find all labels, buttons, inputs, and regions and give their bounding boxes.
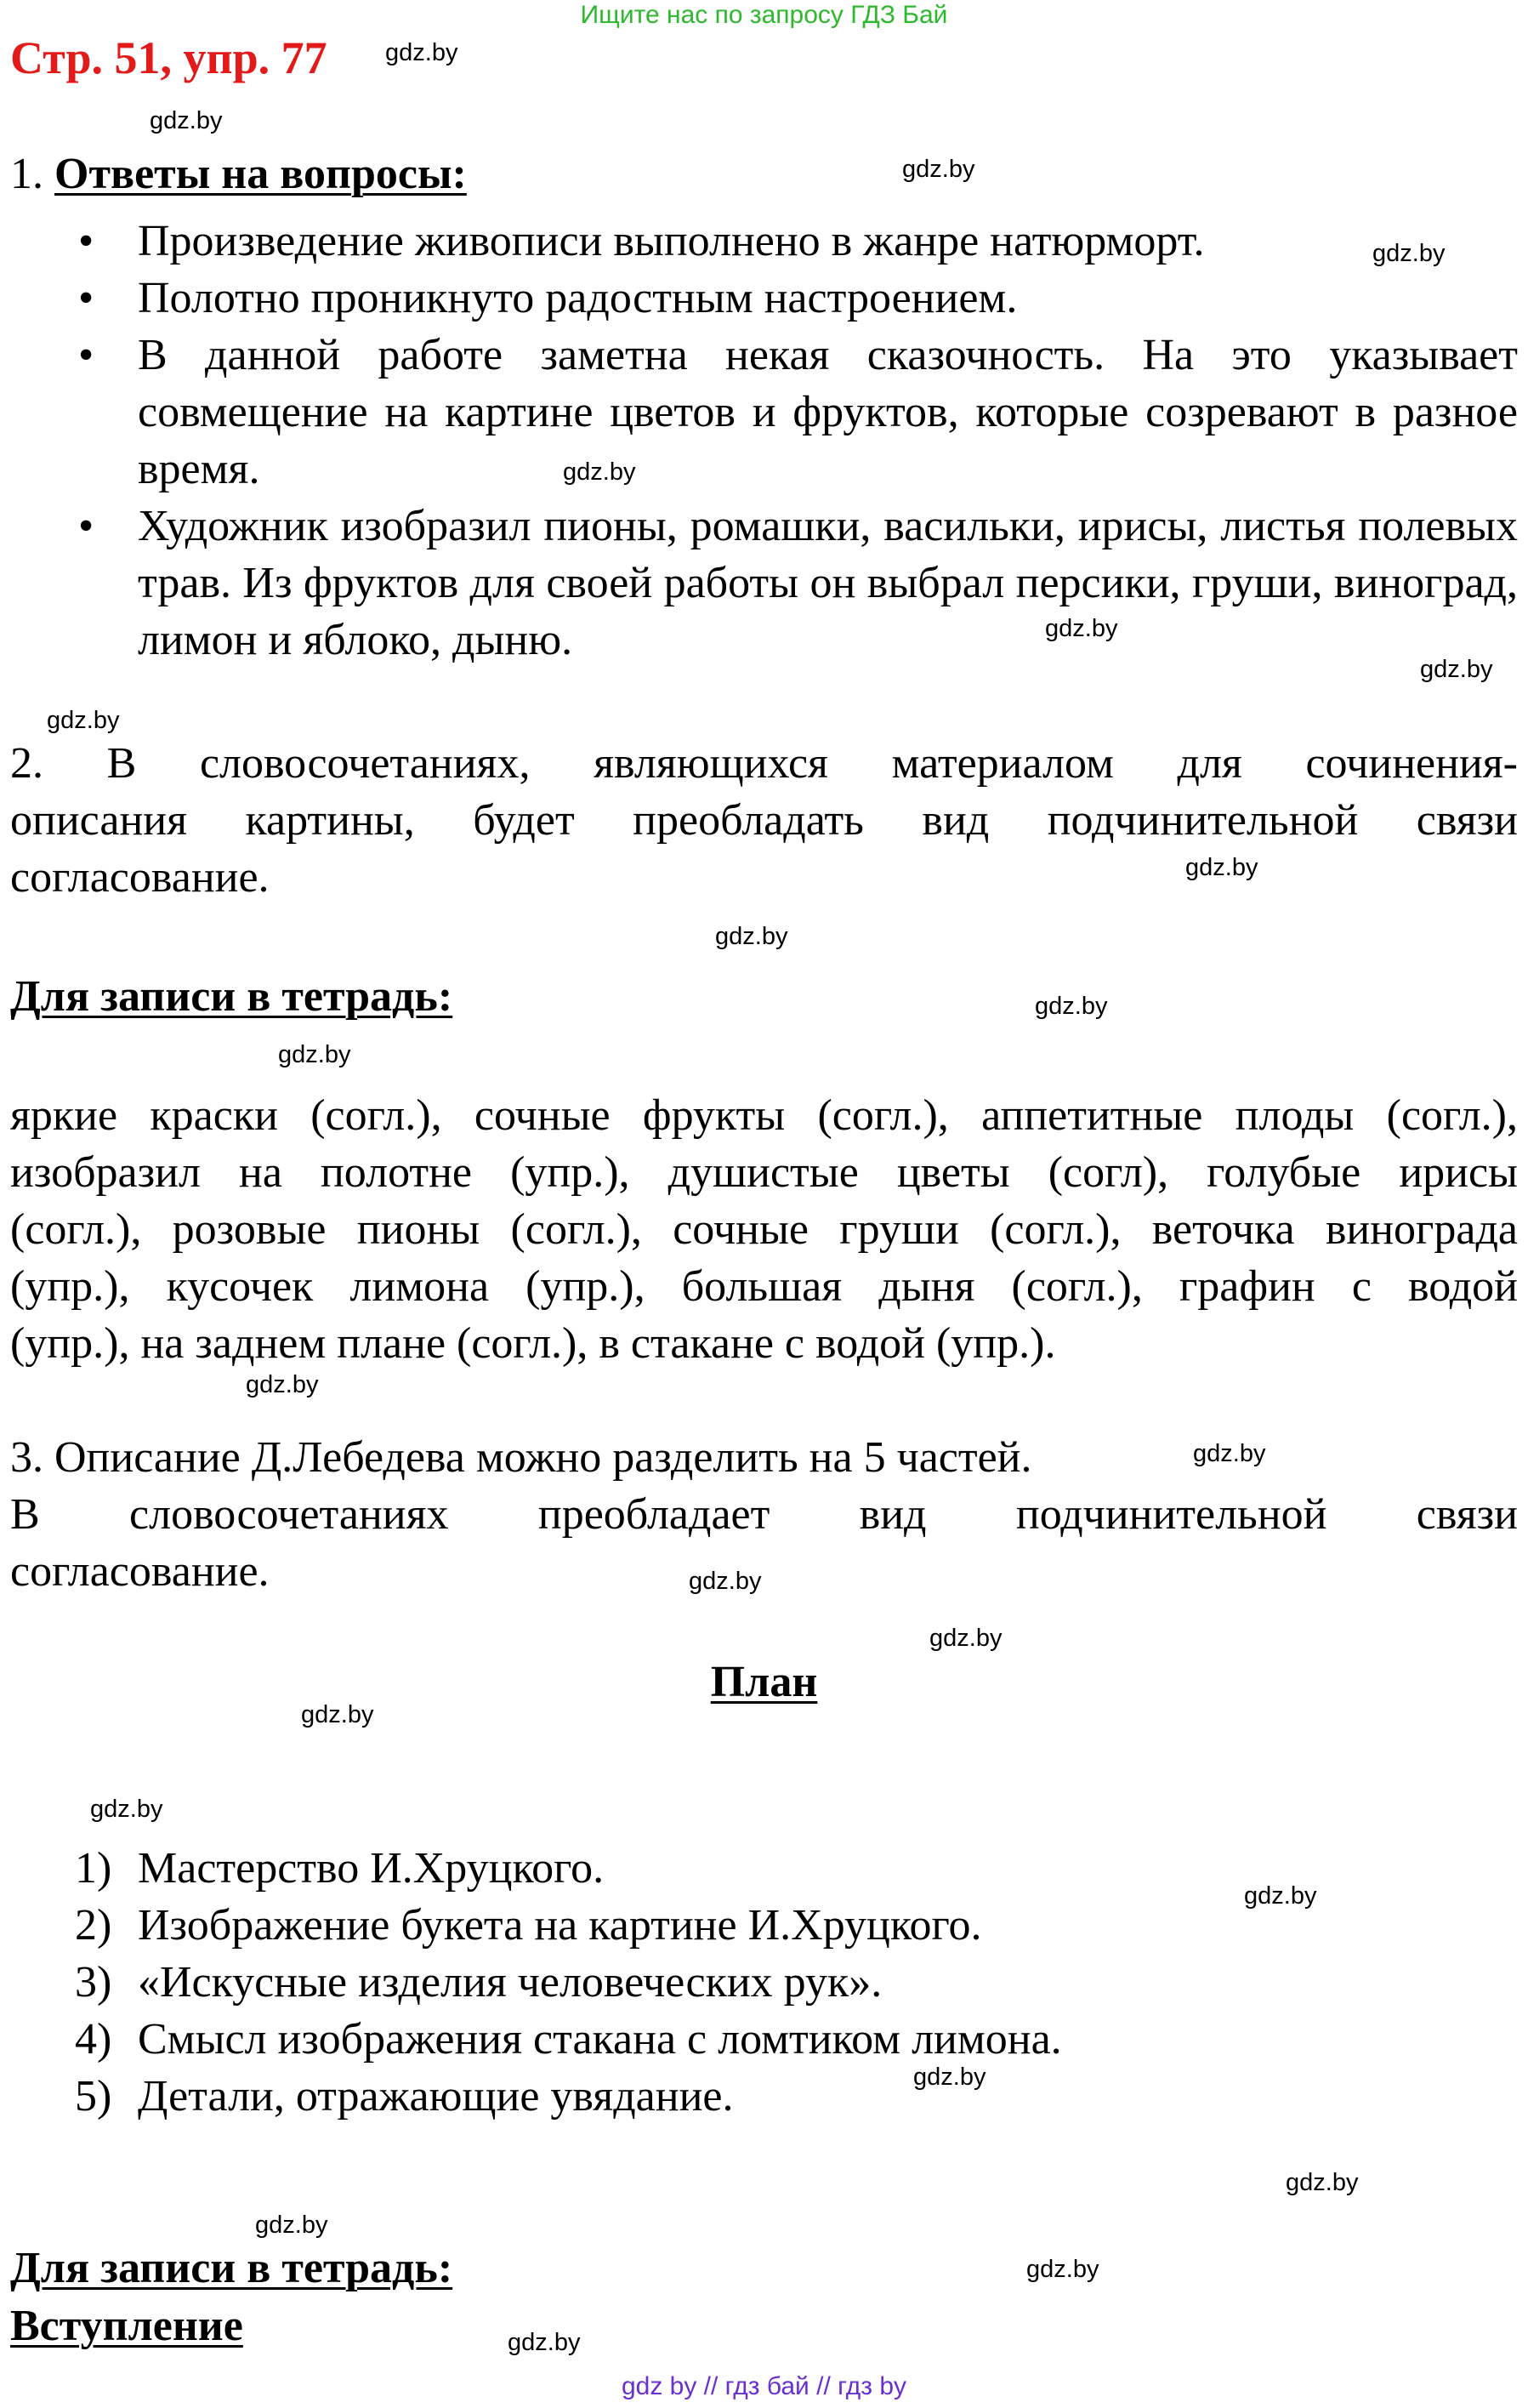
list-item-text: Изображение букета на картине И.Хруцкого. — [138, 1901, 982, 1950]
section2-paragraph — [10, 735, 1518, 906]
list-item-text: Художник изобразил пионы, ромашки, васильки, ирисы, листья полевых трав. Из фруктов для своей работы он выбрал персики, груши, виноград, лимон и яблоко, дыню. — [138, 502, 1518, 664]
list-item — [0, 1840, 1062, 1897]
watermark: gdz.by — [150, 107, 223, 134]
list-item — [0, 1954, 1062, 2011]
list-item — [0, 498, 1528, 669]
section1-heading: Ответы на вопросы: — [54, 150, 467, 198]
watermark: gdz.by — [715, 923, 788, 950]
paragraph-line: (упр.), кусочек лимона (упр.), большая дыня (согл.), графин с водой — [10, 1262, 1518, 1311]
bullet-icon: • — [78, 274, 94, 322]
watermark: gdz.by — [385, 39, 458, 66]
list-item-text: В данной работе заметна некая сказочность. На это указывает совмещение на картине цветов и фруктов, которые созревают в разное время. — [138, 331, 1518, 493]
intro-heading: Вступление — [10, 2302, 243, 2350]
list-item — [0, 327, 1528, 498]
list-item — [0, 270, 1528, 327]
paragraph-line: 2. В словосочетаниях, являющихся материалом для сочинения- — [10, 739, 1518, 788]
watermark: gdz.by — [301, 1701, 374, 1728]
watermark: gdz.by — [246, 1371, 319, 1398]
list-item-text: Мастерство И.Хруцкого. — [138, 1844, 605, 1893]
watermark: gdz.by — [1244, 1882, 1317, 1910]
paragraph-line: изобразил на полотне (упр.), душистые цветы (согл), голубые ирисы — [10, 1148, 1518, 1197]
watermark: gdz.by — [1193, 1440, 1266, 1467]
watermark: gdz.by — [929, 1625, 1003, 1652]
plan-title — [0, 1657, 1528, 1708]
paragraph-line: согласование. — [10, 853, 270, 902]
bullet-icon: • — [78, 217, 94, 265]
list-item-text: Смысл изображения стакана с ломтиком лимона. — [138, 2015, 1062, 2064]
answers-list — [0, 213, 1528, 669]
watermark: gdz.by — [1045, 615, 1118, 642]
section1-title — [10, 149, 467, 200]
watermark: gdz.by — [563, 458, 636, 486]
watermark: gdz.by — [508, 2329, 581, 2356]
list-item-number: 5) — [75, 2072, 112, 2121]
page-header: Стр. 51, упр. 77 — [10, 32, 327, 83]
list-item-number: 2) — [75, 1901, 112, 1950]
list-item-text: Детали, отражающие увядание. — [138, 2072, 734, 2121]
list-item-text: Полотно проникнуто радостным настроением. — [138, 274, 1018, 322]
list-item-number: 4) — [75, 2015, 112, 2064]
watermark: gdz.by — [689, 1568, 762, 1595]
plan-heading: План — [710, 1658, 818, 1706]
watermark: gdz.by — [1185, 854, 1258, 881]
notebook-title: Для записи в тетрадь: — [10, 2244, 453, 2292]
plan-list — [0, 1840, 1062, 2125]
watermark: gdz.by — [278, 1041, 351, 1068]
watermark: gdz.by — [913, 2064, 986, 2091]
top-banner: Ищите нас по запросу ГДЗ Бай — [580, 1, 948, 29]
list-item-text: Произведение живописи выполнено в жанре натюрморт. — [138, 217, 1205, 265]
paragraph-line: (упр.), на заднем плане (согл.), в стакане с водой (упр.). — [10, 1319, 1056, 1368]
notebook-title: Для записи в тетрадь: — [10, 972, 453, 1021]
paragraph-line: (согл.), розовые пионы (согл.), сочные груши (согл.), веточка винограда — [10, 1205, 1518, 1254]
watermark: gdz.by — [1286, 2169, 1359, 2196]
watermark: gdz.by — [47, 707, 120, 734]
paragraph-line: согласование. — [10, 1547, 270, 1596]
watermark: gdz.by — [90, 1796, 163, 1823]
paragraph-line: В словосочетаниях преобладает вид подчинительной связи — [10, 1490, 1518, 1539]
list-item-text: «Искусные изделия человеческих рук». — [138, 1958, 883, 2007]
watermark: gdz.by — [1372, 240, 1446, 267]
list-item-number: 1) — [75, 1844, 112, 1893]
watermark: gdz.by — [1035, 993, 1108, 1020]
watermark: gdz.by — [902, 156, 975, 183]
bullet-icon: • — [78, 331, 94, 379]
list-item-number: 3) — [75, 1958, 112, 2007]
watermark: gdz.by — [255, 2212, 328, 2239]
bullet-icon: • — [78, 502, 94, 550]
paragraph-line: яркие краски (согл.), сочные фрукты (согл.), аппетитные плоды (согл.), — [10, 1091, 1518, 1140]
watermark: gdz.by — [1420, 656, 1493, 683]
paragraph-line: 3. Описание Д.Лебедева можно разделить на 5 частей. — [10, 1433, 1032, 1482]
list-item — [0, 2068, 1062, 2125]
section1-number: 1. — [10, 150, 43, 198]
section3-paragraph — [10, 1429, 1518, 1600]
watermark: gdz.by — [1026, 2256, 1099, 2283]
notebook-phrases — [10, 1087, 1518, 1372]
footer-links: gdz by // гдз бай // гдз by — [621, 2372, 907, 2400]
list-item — [0, 1897, 1062, 1954]
list-item — [0, 213, 1528, 270]
list-item — [0, 2011, 1062, 2068]
paragraph-line: описания картины, будет преобладать вид подчинительной связи — [10, 796, 1518, 845]
